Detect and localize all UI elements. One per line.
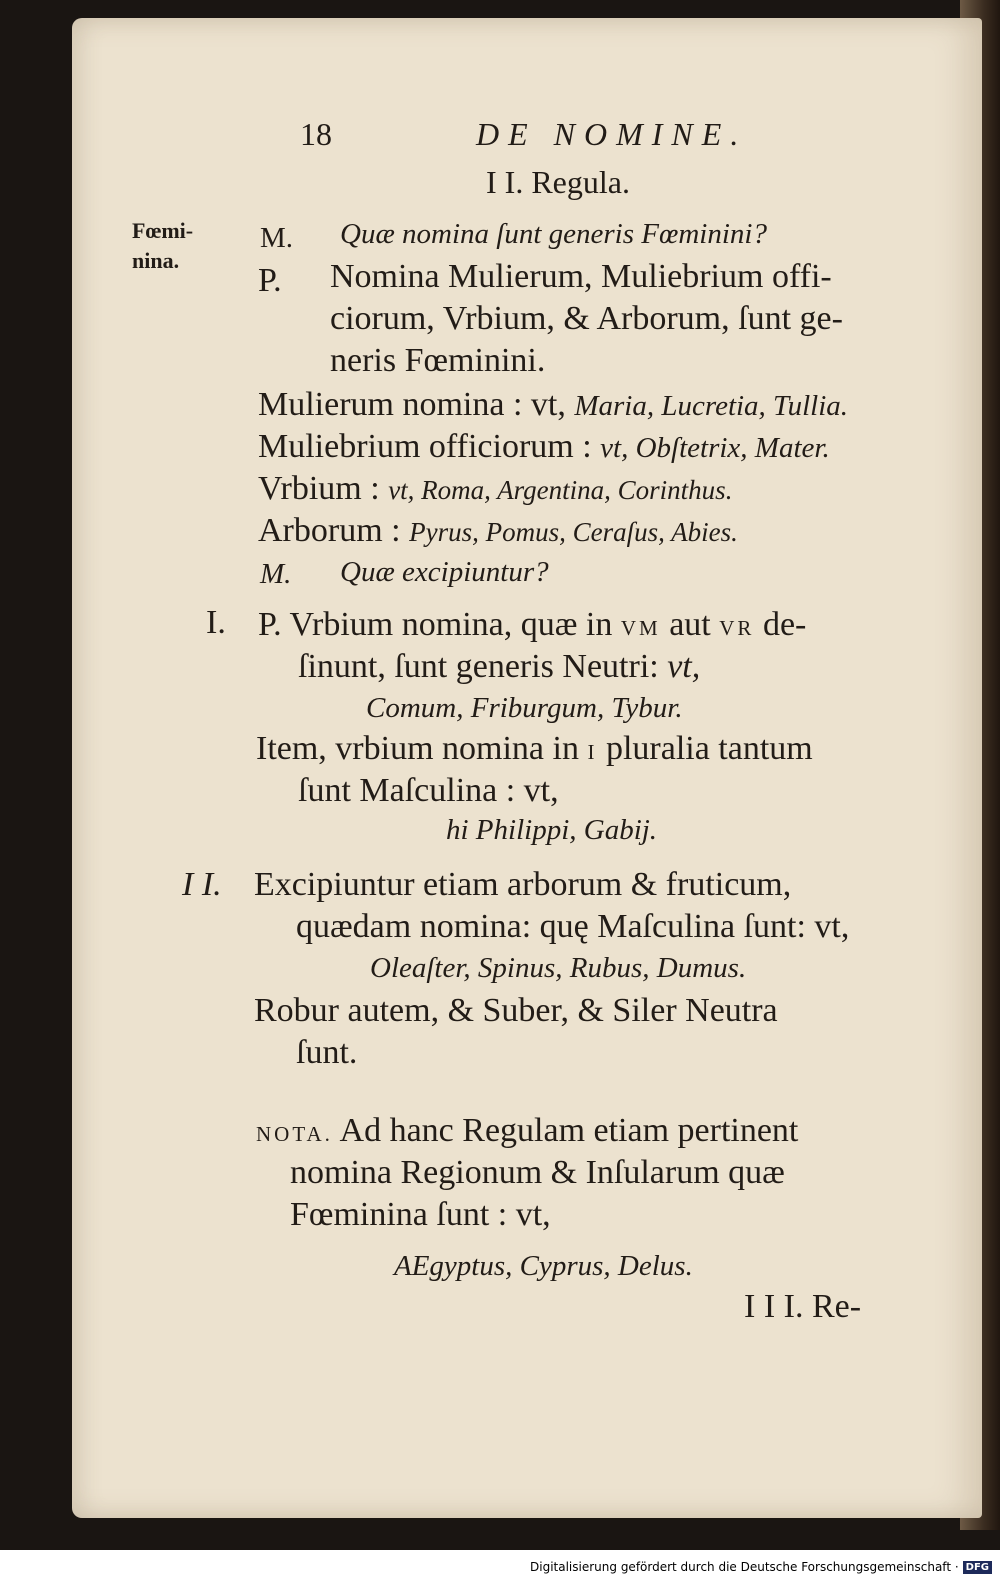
marginal-note-line-2: nina. — [132, 248, 180, 273]
marginal-note-line-1: Fœmi- — [132, 218, 194, 243]
example-lead: Arborum : — [258, 512, 401, 549]
example-words: vt, Obſtetrix, Mater. — [600, 432, 830, 464]
exception-1-line-3 — [256, 730, 813, 768]
exception-2-line-3: Robur autem, & Suber, & Siler Neutra — [254, 992, 778, 1029]
small-caps: VR — [719, 616, 755, 640]
speaker-p: P. — [258, 262, 282, 299]
exception-2-line-4: ſunt. — [296, 1034, 358, 1071]
text: de- — [762, 606, 807, 643]
speaker-m: M. — [260, 222, 294, 254]
catchword: I I I. Re- — [744, 1288, 862, 1325]
exception-1-line-4: ſunt Maſculina : vt, — [298, 772, 559, 809]
text-italic: vt, — [667, 648, 701, 685]
example-lead: Muliebrium officiorum : — [258, 428, 592, 465]
nota-line-3: Fœminina ſunt : vt, — [290, 1196, 551, 1233]
text: Ad hanc Regulam etiam pertinent — [339, 1112, 799, 1149]
example-words: vt, Roma, Argentina, Corinthus. — [388, 475, 733, 505]
nota-line-2: nomina Regionum & Inſularum quæ — [290, 1154, 785, 1191]
exception-1-line-1 — [258, 606, 806, 644]
answer-line-2: ciorum, Vrbium, & Arborum, ſunt ge- — [330, 300, 843, 337]
exception-1-examples: Comum, Friburgum, Tybur. — [366, 692, 683, 724]
example-words: Pyrus, Pomus, Ceraſus, Abies. — [409, 517, 738, 547]
text: P. Vrbium nomina, quæ in — [258, 606, 613, 643]
example-lead: Mulierum nomina : vt, — [258, 386, 566, 423]
nota-label: NOTA. — [256, 1122, 333, 1146]
exception-1-examples-2: hi Philippi, Gabij. — [446, 814, 658, 846]
speaker-m: M. — [260, 558, 292, 590]
example-line-2 — [258, 428, 830, 466]
example-words: Maria, Lucretia, Tullia. — [574, 390, 849, 422]
page-number: 18 — [300, 116, 332, 152]
section-title: I I. Regula. — [486, 164, 630, 200]
example-line-4 — [258, 512, 738, 550]
footer-text: Digitalisierung gefördert durch die Deutsche Forschungsgemeinschaft · — [530, 1560, 959, 1574]
running-head: DE NOMINE. — [476, 116, 748, 152]
small-caps: I — [587, 740, 598, 764]
exception-1-line-2 — [298, 648, 700, 686]
exception-number-2: I I. — [182, 866, 222, 903]
question-line-2: Quæ excipiuntur? — [340, 556, 549, 588]
exception-2-line-2: quædam nomina: quę Maſculina ſunt: vt, — [296, 908, 850, 945]
example-lead: Vrbium : — [258, 470, 380, 507]
small-caps: VM — [620, 616, 661, 640]
text: Item, vrbium nomina in — [256, 730, 579, 767]
answer-line-1: Nomina Mulierum, Muliebrium offi- — [330, 258, 832, 295]
question-line: Quæ nomina ſunt generis Fœminini? — [340, 218, 767, 250]
exception-2-line-1: Excipiuntur etiam arborum & fruticum, — [254, 866, 792, 903]
answer-line-3: neris Fœminini. — [330, 342, 546, 379]
nota-line-1 — [256, 1112, 798, 1150]
exception-number-1: I. — [206, 604, 226, 641]
digitization-footer — [0, 1550, 1000, 1584]
text: pluralia tantum — [605, 730, 813, 767]
exception-2-examples: Oleaſter, Spinus, Rubus, Dumus. — [370, 952, 747, 984]
example-line-1 — [258, 386, 848, 424]
text: aut — [669, 606, 711, 643]
example-line-3 — [258, 470, 732, 508]
dfg-logo-icon: DFG — [963, 1561, 992, 1574]
nota-examples: AEgyptus, Cyprus, Delus. — [394, 1250, 693, 1282]
text: ſinunt, ſunt generis Neutri: — [298, 648, 659, 685]
